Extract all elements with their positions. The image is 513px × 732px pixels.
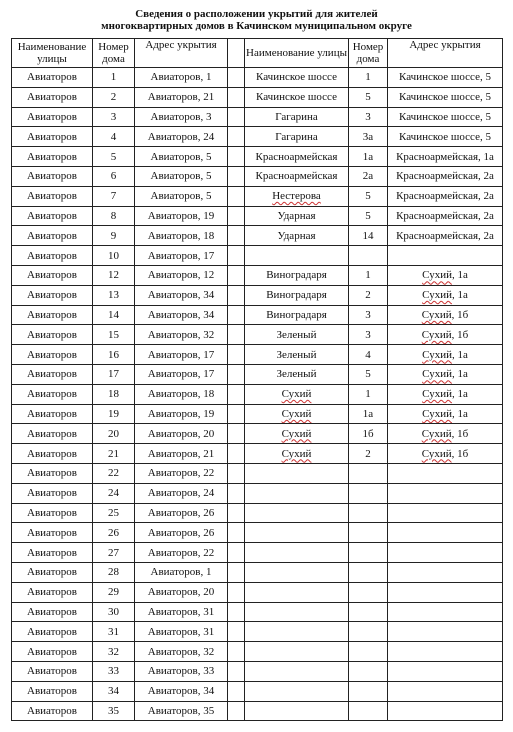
right-house-cell: 5 bbox=[349, 87, 388, 107]
right-street-cell: Гагарина bbox=[245, 127, 349, 147]
right-street-cell bbox=[245, 661, 349, 681]
table-row bbox=[12, 562, 503, 582]
left-house-cell: 34 bbox=[93, 681, 135, 701]
table-row bbox=[12, 226, 503, 246]
left-shelter-cell: Авиаторов, 26 bbox=[135, 523, 228, 543]
right-house-cell bbox=[349, 602, 388, 622]
left-shelter-cell: Авиаторов, 32 bbox=[135, 325, 228, 345]
left-house-cell: 26 bbox=[93, 523, 135, 543]
table-row bbox=[12, 325, 503, 345]
right-house-cell: 1 bbox=[349, 384, 388, 404]
left-street-cell: Авиаторов bbox=[12, 246, 93, 266]
gap-cell bbox=[228, 206, 245, 226]
right-street-cell bbox=[245, 681, 349, 701]
left-house-cell: 1 bbox=[93, 68, 135, 88]
right-street-cell bbox=[245, 503, 349, 523]
right-house-cell: 4 bbox=[349, 345, 388, 365]
table-row bbox=[12, 463, 503, 483]
left-street-cell: Авиаторов bbox=[12, 444, 93, 464]
left-shelter-cell: Авиаторов, 34 bbox=[135, 285, 228, 305]
left-street-cell: Авиаторов bbox=[12, 384, 93, 404]
right-street-cell bbox=[245, 582, 349, 602]
right-street-cell bbox=[245, 701, 349, 721]
right-house-cell bbox=[349, 622, 388, 642]
table-row bbox=[12, 186, 503, 206]
header-gap bbox=[228, 39, 245, 68]
right-house-cell: 2а bbox=[349, 166, 388, 186]
header-street-right: Наименование улицы bbox=[245, 39, 349, 68]
left-house-cell: 25 bbox=[93, 503, 135, 523]
right-shelter-cell: Красноармейская, 2а bbox=[388, 166, 503, 186]
left-street-cell: Авиаторов bbox=[12, 483, 93, 503]
left-shelter-cell: Авиаторов, 22 bbox=[135, 543, 228, 563]
left-house-cell: 3 bbox=[93, 107, 135, 127]
header-house-left: Номер дома bbox=[93, 39, 135, 68]
gap-cell bbox=[228, 503, 245, 523]
right-house-cell bbox=[349, 246, 388, 266]
gap-cell bbox=[228, 246, 245, 266]
left-shelter-cell: Авиаторов, 21 bbox=[135, 87, 228, 107]
right-street-cell bbox=[245, 642, 349, 662]
table-row bbox=[12, 582, 503, 602]
right-street-cell bbox=[245, 463, 349, 483]
left-house-cell: 14 bbox=[93, 305, 135, 325]
right-shelter-cell bbox=[388, 463, 503, 483]
table-row bbox=[12, 384, 503, 404]
right-shelter-cell bbox=[388, 523, 503, 543]
right-shelter-cell: Сухий, 1а bbox=[388, 384, 503, 404]
table-row bbox=[12, 127, 503, 147]
left-street-cell: Авиаторов bbox=[12, 503, 93, 523]
gap-cell bbox=[228, 68, 245, 88]
header-house-right: Номер дома bbox=[349, 39, 388, 68]
right-street-cell bbox=[245, 622, 349, 642]
right-house-cell bbox=[349, 582, 388, 602]
table-row bbox=[12, 285, 503, 305]
right-house-cell bbox=[349, 661, 388, 681]
right-street-cell bbox=[245, 543, 349, 563]
right-street-cell: Виноградаря bbox=[245, 285, 349, 305]
left-shelter-cell: Авиаторов, 24 bbox=[135, 483, 228, 503]
right-street-cell: Зеленый bbox=[245, 325, 349, 345]
gap-cell bbox=[228, 602, 245, 622]
right-shelter-cell: Качинское шоссе, 5 bbox=[388, 68, 503, 88]
gap-cell bbox=[228, 404, 245, 424]
left-house-cell: 19 bbox=[93, 404, 135, 424]
right-house-cell bbox=[349, 543, 388, 563]
left-street-cell: Авиаторов bbox=[12, 68, 93, 88]
left-house-cell: 2 bbox=[93, 87, 135, 107]
left-street-cell: Авиаторов bbox=[12, 206, 93, 226]
left-house-cell: 16 bbox=[93, 345, 135, 365]
right-shelter-cell: Красноармейская, 1а bbox=[388, 147, 503, 167]
gap-cell bbox=[228, 305, 245, 325]
table-row bbox=[12, 364, 503, 384]
right-street-cell bbox=[245, 483, 349, 503]
left-house-cell: 9 bbox=[93, 226, 135, 246]
gap-cell bbox=[228, 226, 245, 246]
table-header-row bbox=[12, 39, 503, 68]
right-street-cell: Качинское шоссе bbox=[245, 87, 349, 107]
gap-cell bbox=[228, 523, 245, 543]
table-row bbox=[12, 602, 503, 622]
left-shelter-cell: Авиаторов, 20 bbox=[135, 582, 228, 602]
left-house-cell: 22 bbox=[93, 463, 135, 483]
left-shelter-cell: Авиаторов, 34 bbox=[135, 305, 228, 325]
right-street-cell: Красноармейская bbox=[245, 147, 349, 167]
left-shelter-cell: Авиаторов, 5 bbox=[135, 186, 228, 206]
header-street-left: Наименование улицы bbox=[12, 39, 93, 68]
left-house-cell: 20 bbox=[93, 424, 135, 444]
left-shelter-cell: Авиаторов, 17 bbox=[135, 345, 228, 365]
table-row bbox=[12, 523, 503, 543]
gap-cell bbox=[228, 325, 245, 345]
right-street-cell bbox=[245, 562, 349, 582]
left-shelter-cell: Авиаторов, 31 bbox=[135, 622, 228, 642]
right-house-cell: 5 bbox=[349, 364, 388, 384]
gap-cell bbox=[228, 622, 245, 642]
left-street-cell: Авиаторов bbox=[12, 562, 93, 582]
table-row bbox=[12, 642, 503, 662]
right-shelter-cell bbox=[388, 661, 503, 681]
right-shelter-cell: Качинское шоссе, 5 bbox=[388, 87, 503, 107]
right-house-cell: 5 bbox=[349, 186, 388, 206]
left-shelter-cell: Авиаторов, 33 bbox=[135, 661, 228, 681]
table-row bbox=[12, 444, 503, 464]
right-shelter-cell: Сухий, 1а bbox=[388, 285, 503, 305]
gap-cell bbox=[228, 147, 245, 167]
right-shelter-cell bbox=[388, 543, 503, 563]
right-shelter-cell bbox=[388, 602, 503, 622]
left-shelter-cell: Авиаторов, 3 bbox=[135, 107, 228, 127]
left-shelter-cell: Авиаторов, 26 bbox=[135, 503, 228, 523]
gap-cell bbox=[228, 562, 245, 582]
left-shelter-cell: Авиаторов, 18 bbox=[135, 384, 228, 404]
table-row bbox=[12, 345, 503, 365]
right-shelter-cell bbox=[388, 562, 503, 582]
right-street-cell: Зеленый bbox=[245, 364, 349, 384]
left-street-cell: Авиаторов bbox=[12, 166, 93, 186]
left-house-cell: 7 bbox=[93, 186, 135, 206]
document-title bbox=[0, 8, 513, 32]
right-house-cell bbox=[349, 681, 388, 701]
table-row bbox=[12, 166, 503, 186]
right-shelter-cell: Сухий, 1а bbox=[388, 345, 503, 365]
right-house-cell: 2 bbox=[349, 444, 388, 464]
left-shelter-cell: Авиаторов, 35 bbox=[135, 701, 228, 721]
header-shelter-left: Адрес укрытия bbox=[135, 39, 228, 68]
left-shelter-cell: Авиаторов, 22 bbox=[135, 463, 228, 483]
left-street-cell: Авиаторов bbox=[12, 127, 93, 147]
right-shelter-cell bbox=[388, 483, 503, 503]
left-street-cell: Авиаторов bbox=[12, 642, 93, 662]
table-row bbox=[12, 68, 503, 88]
table-row bbox=[12, 87, 503, 107]
right-street-cell: Сухий bbox=[245, 404, 349, 424]
left-street-cell: Авиаторов bbox=[12, 523, 93, 543]
table-row bbox=[12, 701, 503, 721]
left-house-cell: 15 bbox=[93, 325, 135, 345]
table-row bbox=[12, 622, 503, 642]
left-street-cell: Авиаторов bbox=[12, 661, 93, 681]
left-shelter-cell: Авиаторов, 31 bbox=[135, 602, 228, 622]
table-row bbox=[12, 503, 503, 523]
left-street-cell: Авиаторов bbox=[12, 226, 93, 246]
table-body bbox=[12, 68, 503, 721]
left-shelter-cell: Авиаторов, 12 bbox=[135, 265, 228, 285]
title-line-1: Сведения о расположении укрытий для жителей bbox=[135, 8, 378, 20]
right-street-cell bbox=[245, 246, 349, 266]
left-shelter-cell: Авиаторов, 34 bbox=[135, 681, 228, 701]
right-house-cell bbox=[349, 463, 388, 483]
left-street-cell: Авиаторов bbox=[12, 107, 93, 127]
left-shelter-cell: Авиаторов, 1 bbox=[135, 562, 228, 582]
right-house-cell: 3а bbox=[349, 127, 388, 147]
right-house-cell bbox=[349, 483, 388, 503]
title-line-2: многоквартирных домов в Качинском муниципальном округе bbox=[101, 20, 412, 32]
right-shelter-cell: Красноармейская, 2а bbox=[388, 206, 503, 226]
left-house-cell: 32 bbox=[93, 642, 135, 662]
left-house-cell: 8 bbox=[93, 206, 135, 226]
right-shelter-cell bbox=[388, 681, 503, 701]
left-shelter-cell: Авиаторов, 19 bbox=[135, 404, 228, 424]
left-street-cell: Авиаторов bbox=[12, 325, 93, 345]
left-house-cell: 28 bbox=[93, 562, 135, 582]
left-house-cell: 24 bbox=[93, 483, 135, 503]
left-street-cell: Авиаторов bbox=[12, 602, 93, 622]
left-street-cell: Авиаторов bbox=[12, 543, 93, 563]
left-house-cell: 12 bbox=[93, 265, 135, 285]
right-house-cell: 1б bbox=[349, 424, 388, 444]
right-house-cell bbox=[349, 562, 388, 582]
left-house-cell: 30 bbox=[93, 602, 135, 622]
right-shelter-cell: Качинское шоссе, 5 bbox=[388, 107, 503, 127]
left-house-cell: 5 bbox=[93, 147, 135, 167]
table-row bbox=[12, 147, 503, 167]
left-street-cell: Авиаторов bbox=[12, 622, 93, 642]
table-row bbox=[12, 246, 503, 266]
gap-cell bbox=[228, 265, 245, 285]
left-house-cell: 27 bbox=[93, 543, 135, 563]
right-house-cell bbox=[349, 503, 388, 523]
table-row bbox=[12, 206, 503, 226]
right-house-cell: 1а bbox=[349, 404, 388, 424]
right-house-cell bbox=[349, 701, 388, 721]
shelters-table bbox=[11, 38, 503, 721]
left-house-cell: 6 bbox=[93, 166, 135, 186]
gap-cell bbox=[228, 483, 245, 503]
gap-cell bbox=[228, 582, 245, 602]
right-street-cell: Качинское шоссе bbox=[245, 68, 349, 88]
right-shelter-cell: Сухий, 1б bbox=[388, 444, 503, 464]
gap-cell bbox=[228, 364, 245, 384]
gap-cell bbox=[228, 285, 245, 305]
table-row bbox=[12, 543, 503, 563]
table-row bbox=[12, 265, 503, 285]
left-house-cell: 31 bbox=[93, 622, 135, 642]
left-street-cell: Авиаторов bbox=[12, 463, 93, 483]
left-shelter-cell: Авиаторов, 17 bbox=[135, 364, 228, 384]
gap-cell bbox=[228, 384, 245, 404]
left-shelter-cell: Авиаторов, 18 bbox=[135, 226, 228, 246]
right-shelter-cell bbox=[388, 622, 503, 642]
right-street-cell: Нестерова bbox=[245, 186, 349, 206]
table-row bbox=[12, 681, 503, 701]
right-street-cell: Виноградаря bbox=[245, 305, 349, 325]
left-house-cell: 35 bbox=[93, 701, 135, 721]
gap-cell bbox=[228, 642, 245, 662]
right-street-cell: Сухий bbox=[245, 384, 349, 404]
gap-cell bbox=[228, 463, 245, 483]
left-shelter-cell: Авиаторов, 21 bbox=[135, 444, 228, 464]
right-house-cell bbox=[349, 523, 388, 543]
right-house-cell: 1а bbox=[349, 147, 388, 167]
right-house-cell: 3 bbox=[349, 305, 388, 325]
right-shelter-cell bbox=[388, 503, 503, 523]
left-shelter-cell: Авиаторов, 19 bbox=[135, 206, 228, 226]
left-house-cell: 29 bbox=[93, 582, 135, 602]
table-row bbox=[12, 404, 503, 424]
gap-cell bbox=[228, 127, 245, 147]
left-street-cell: Авиаторов bbox=[12, 424, 93, 444]
left-shelter-cell: Авиаторов, 32 bbox=[135, 642, 228, 662]
left-street-cell: Авиаторов bbox=[12, 404, 93, 424]
header-shelter-right: Адрес укрытия bbox=[388, 39, 503, 68]
left-street-cell: Авиаторов bbox=[12, 186, 93, 206]
gap-cell bbox=[228, 107, 245, 127]
right-street-cell: Сухий bbox=[245, 424, 349, 444]
gap-cell bbox=[228, 444, 245, 464]
right-shelter-cell bbox=[388, 642, 503, 662]
table-row bbox=[12, 305, 503, 325]
gap-cell bbox=[228, 701, 245, 721]
left-street-cell: Авиаторов bbox=[12, 345, 93, 365]
right-house-cell: 1 bbox=[349, 68, 388, 88]
left-house-cell: 18 bbox=[93, 384, 135, 404]
left-house-cell: 21 bbox=[93, 444, 135, 464]
right-shelter-cell bbox=[388, 582, 503, 602]
right-street-cell: Виноградаря bbox=[245, 265, 349, 285]
right-shelter-cell: Сухий, 1б bbox=[388, 424, 503, 444]
table-row bbox=[12, 107, 503, 127]
gap-cell bbox=[228, 681, 245, 701]
left-street-cell: Авиаторов bbox=[12, 364, 93, 384]
gap-cell bbox=[228, 345, 245, 365]
left-shelter-cell: Авиаторов, 5 bbox=[135, 166, 228, 186]
left-street-cell: Авиаторов bbox=[12, 285, 93, 305]
right-street-cell bbox=[245, 523, 349, 543]
right-shelter-cell: Сухий, 1б bbox=[388, 305, 503, 325]
right-shelter-cell: Сухий, 1а bbox=[388, 364, 503, 384]
right-house-cell bbox=[349, 642, 388, 662]
right-street-cell: Гагарина bbox=[245, 107, 349, 127]
right-street-cell: Ударная bbox=[245, 226, 349, 246]
left-shelter-cell: Авиаторов, 1 bbox=[135, 68, 228, 88]
right-shelter-cell bbox=[388, 701, 503, 721]
right-house-cell: 3 bbox=[349, 325, 388, 345]
gap-cell bbox=[228, 661, 245, 681]
gap-cell bbox=[228, 87, 245, 107]
right-street-cell: Красноармейская bbox=[245, 166, 349, 186]
right-street-cell: Зеленый bbox=[245, 345, 349, 365]
left-shelter-cell: Авиаторов, 24 bbox=[135, 127, 228, 147]
right-street-cell bbox=[245, 602, 349, 622]
right-shelter-cell: Качинское шоссе, 5 bbox=[388, 127, 503, 147]
table-row bbox=[12, 483, 503, 503]
right-shelter-cell: Красноармейская, 2а bbox=[388, 226, 503, 246]
gap-cell bbox=[228, 166, 245, 186]
left-house-cell: 17 bbox=[93, 364, 135, 384]
left-house-cell: 4 bbox=[93, 127, 135, 147]
left-shelter-cell: Авиаторов, 20 bbox=[135, 424, 228, 444]
right-shelter-cell: Сухий, 1б bbox=[388, 325, 503, 345]
gap-cell bbox=[228, 543, 245, 563]
right-shelter-cell: Красноармейская, 2а bbox=[388, 186, 503, 206]
gap-cell bbox=[228, 186, 245, 206]
right-shelter-cell: Сухий, 1а bbox=[388, 404, 503, 424]
table-row bbox=[12, 424, 503, 444]
left-street-cell: Авиаторов bbox=[12, 147, 93, 167]
right-shelter-cell: Сухий, 1а bbox=[388, 265, 503, 285]
left-street-cell: Авиаторов bbox=[12, 582, 93, 602]
right-street-cell: Сухий bbox=[245, 444, 349, 464]
right-street-cell: Ударная bbox=[245, 206, 349, 226]
left-house-cell: 13 bbox=[93, 285, 135, 305]
left-street-cell: Авиаторов bbox=[12, 87, 93, 107]
left-house-cell: 33 bbox=[93, 661, 135, 681]
left-shelter-cell: Авиаторов, 5 bbox=[135, 147, 228, 167]
right-shelter-cell bbox=[388, 246, 503, 266]
table-row bbox=[12, 661, 503, 681]
left-street-cell: Авиаторов bbox=[12, 681, 93, 701]
left-street-cell: Авиаторов bbox=[12, 701, 93, 721]
gap-cell bbox=[228, 424, 245, 444]
left-street-cell: Авиаторов bbox=[12, 305, 93, 325]
right-house-cell: 5 bbox=[349, 206, 388, 226]
left-shelter-cell: Авиаторов, 17 bbox=[135, 246, 228, 266]
left-street-cell: Авиаторов bbox=[12, 265, 93, 285]
right-house-cell: 2 bbox=[349, 285, 388, 305]
right-house-cell: 14 bbox=[349, 226, 388, 246]
right-house-cell: 3 bbox=[349, 107, 388, 127]
right-house-cell: 1 bbox=[349, 265, 388, 285]
left-house-cell: 10 bbox=[93, 246, 135, 266]
